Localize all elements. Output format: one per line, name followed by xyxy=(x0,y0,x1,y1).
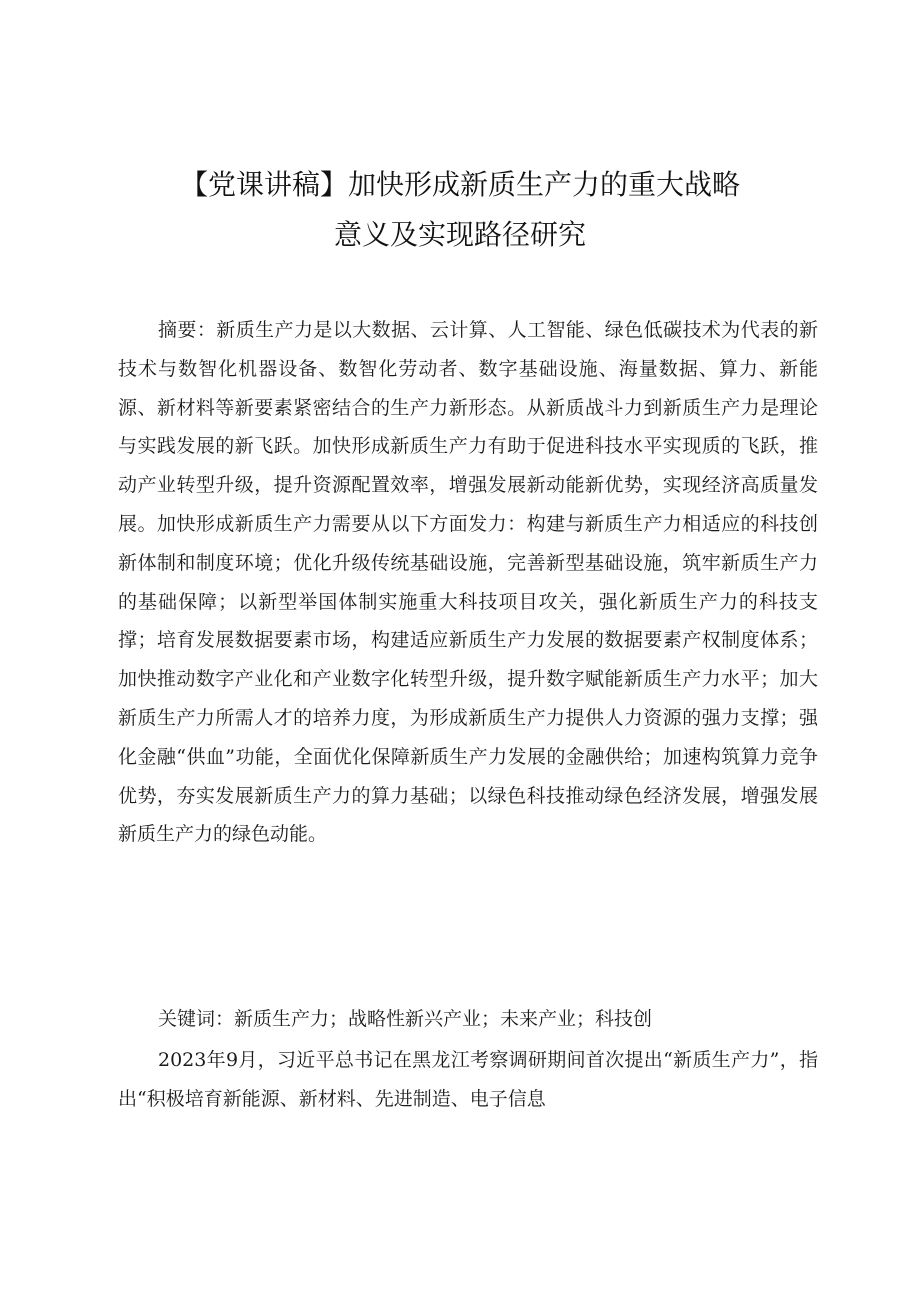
title-line-1: 【党课讲稿】加快形成新质生产力的重大战略 xyxy=(179,168,740,201)
document-title xyxy=(100,160,820,260)
abstract-paragraph: 摘要：新质生产力是以大数据、云计算、人工智能、绿色低碳技术为代表的新技术与数智化机器设备、数智化劳动者、数字基础设施、海量数据、算力、新能源、新材料等新要素紧密结合的生产力新形态。从新质战斗力到新质生产力是理论与实践发展的新飞跃。加快形成新质生产力有助于促进科技水平实现质的飞跃，推动产业转型升级，提升资源配置效率，增强发展新动能新优势，实现经济高质量发展。加快形成新质生产力需要从以下方面发力：构建与新质生产力相适应的科技创新体制和制度环境；优化升级传统基础设施，完善新型基础设施，筑牢新质生产力的基础保障；以新型举国体制实施重大科技项目攻关，强化新质生产力的科技支撑；培育发展数据要素市场，构建适应新质生产力发展的数据要素产权制度体系；加快推动数字产业化和产业数字化转型升级，提升数字赋能新质生产力水平；加大新质生产力所需人才的培养力度，为形成新质生产力提供人力资源的强力支撑；强化金融“供血”功能，全面优化保障新质生产力发展的金融供给；加速构筑算力竞争优势，夯实发展新质生产力的算力基础；以绿色科技推动绿色经济发展，增强发展新质生产力的绿色动能。 xyxy=(118,319,818,846)
intro-paragraph: 2023年9月，习近平总书记在黑龙江考察调研期间首次提出“新质生产力”，指出“积极培育新能源、新材料、先进制造、电子信息 xyxy=(118,1049,818,1110)
keywords-paragraph: 关键词：新质生产力；战略性新兴产业；未来产业；科技创 xyxy=(158,1008,653,1030)
title-line-2: 意义及实现路径研究 xyxy=(333,218,586,251)
